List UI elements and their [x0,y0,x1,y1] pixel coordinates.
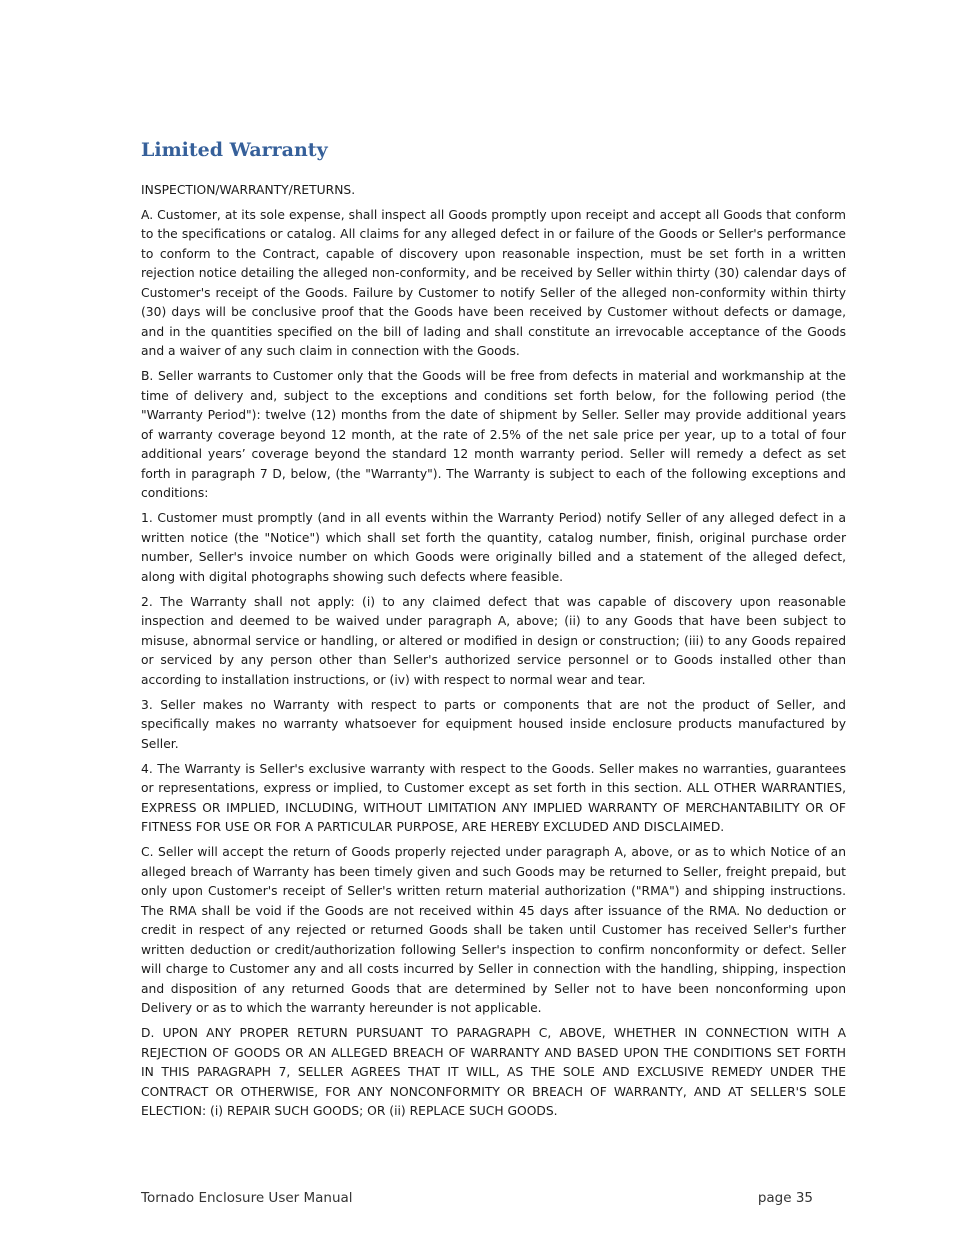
paragraph-a: A. Customer, at its sole expense, shall inspect all Goods promptly upon receipt and accept all Goods that conform to the specifications or catalog. All claims for any alleged defect in or failure of the Goods or Seller's performance to conform to the Contract, capable of discovery upon reasonable inspection, must be set forth in a written rejection notice detailing the alleged non-conformity, and be received by Seller within thirty (30) calendar days of Customer's receipt of the Goods. Failure by Customer to notify Seller of the alleged non-conformity within thirty (30) days will be conclusive proof that the Goods have been received by Customer without defects or damage, and in the quantities specified on the bill of lading and shall constitute an irrevocable acceptance of the Goods and a waiver of any such claim in connection with the Goods. [141,207,846,358]
paragraph-1: 1. Customer must promptly (and in all events within the Warranty Period) notify Seller of any alleged defect in a written notice (the "Notice") which shall set forth the quantity, catalog number, finish, original purchase order number, Seller's invoice number on which Goods were originally billed and a statement of the alleged defect, along with digital photographs showing such defects where feasible. [141,511,846,584]
paragraph-2: 2. The Warranty shall not apply: (i) to any claimed defect that was capable of discovery upon reasonable inspection and deemed to be waived under paragraph A, above; (ii) to any Goods that have been subject to misuse, abnormal service or handling, or altered or modified in design or construction; (iii) to any Goods repaired or serviced by any person other than Seller's authorized service personnel or to Goods installed other than according to installation instructions, or (iv) with respect to normal wear and tear. [141,594,846,687]
footer-page-number: page 35 [757,1190,813,1206]
paragraph-b: B. Seller warrants to Customer only that the Goods will be free from defects in material and workmanship at the time of delivery and, subject to the exceptions and conditions set forth below, for the following period (the "Warranty Period"): twelve (12) months from the date of shipment by Seller. Seller may provide additional years of warranty coverage beyond 12 month, at the rate of 2.5% of the net sale price per year, up to a total of four additional years’ coverage beyond the standard 12 month warranty period. Seller will remedy a defect as set forth in paragraph 7 D, below, (the "Warranty"). The Warranty is subject to each of the following exceptions and conditions: [141,369,846,500]
page-footer [141,1190,813,1206]
section-subheading: INSPECTION/WARRANTY/RETURNS. [141,183,356,197]
page-title: Limited Warranty [141,139,328,161]
paragraph-3: 3. Seller makes no Warranty with respect to parts or components that are not the product of Seller, and specifically makes no warranty whatsoever for equipment housed inside enclosure products manufactured by Seller. [141,697,846,751]
paragraph-4: 4. The Warranty is Seller's exclusive warranty with respect to the Goods. Seller makes no warranties, guarantees or representations, express or implied, to Customer except as set forth in this section. ALL OTHER WARRANTIES, EXPRESS OR IMPLIED, INCLUDING, WITHOUT LIMITATION ANY IMPLIED WARRANTY OF MERCHANTABILITY OR OF FITNESS FOR USE OR FOR A PARTICULAR PURPOSE, ARE HEREBY EXCLUDED AND DISCLAIMED. [141,761,846,834]
paragraph-d: D. UPON ANY PROPER RETURN PURSUANT TO PARAGRAPH C, ABOVE, WHETHER IN CONNECTION WITH A REJECTION OF GOODS OR AN ALLEGED BREACH OF WARRANTY AND BASED UPON THE CONDITIONS SET FORTH IN THIS PARAGRAPH 7, SELLER AGREES THAT IT WILL, AS THE SOLE AND EXCLUSIVE REMEDY UNDER THE CONTRACT OR OTHERWISE, FOR ANY NONCONFORMITY OR BREACH OF WARRANTY, AND AT SELLER'S SOLE ELECTION: (i) REPAIR SUCH GOODS; OR (ii) REPLACE SUCH GOODS. [141,1026,846,1118]
footer-manual-name: Tornado Enclosure User Manual [141,1190,353,1206]
paragraph-c: C. Seller will accept the return of Goods properly rejected under paragraph A, above, or as to which Notice of an alleged breach of Warranty has been timely given and such Goods may be returned to Seller, freight prepaid, but only upon Customer's receipt of Seller's written return material authorization ("RMA") and shipping instructions. The RMA shall be void if the Goods are not received within 45 days after issuance of the RMA. No deduction or credit in respect of any rejected or returned Goods shall be taken until Customer has received Seller's further written deduction or credit/authorization following Seller's inspection to confirm nonconformity or defect. Seller will charge to Customer any and all costs incurred by Seller in connection with the handling, shipping, inspection and disposition of any returned Goods that are determined by Seller not to have been nonconforming upon Delivery or as to which the warranty hereunder is not applicable. [141,845,846,1015]
document-body [141,136,846,1127]
